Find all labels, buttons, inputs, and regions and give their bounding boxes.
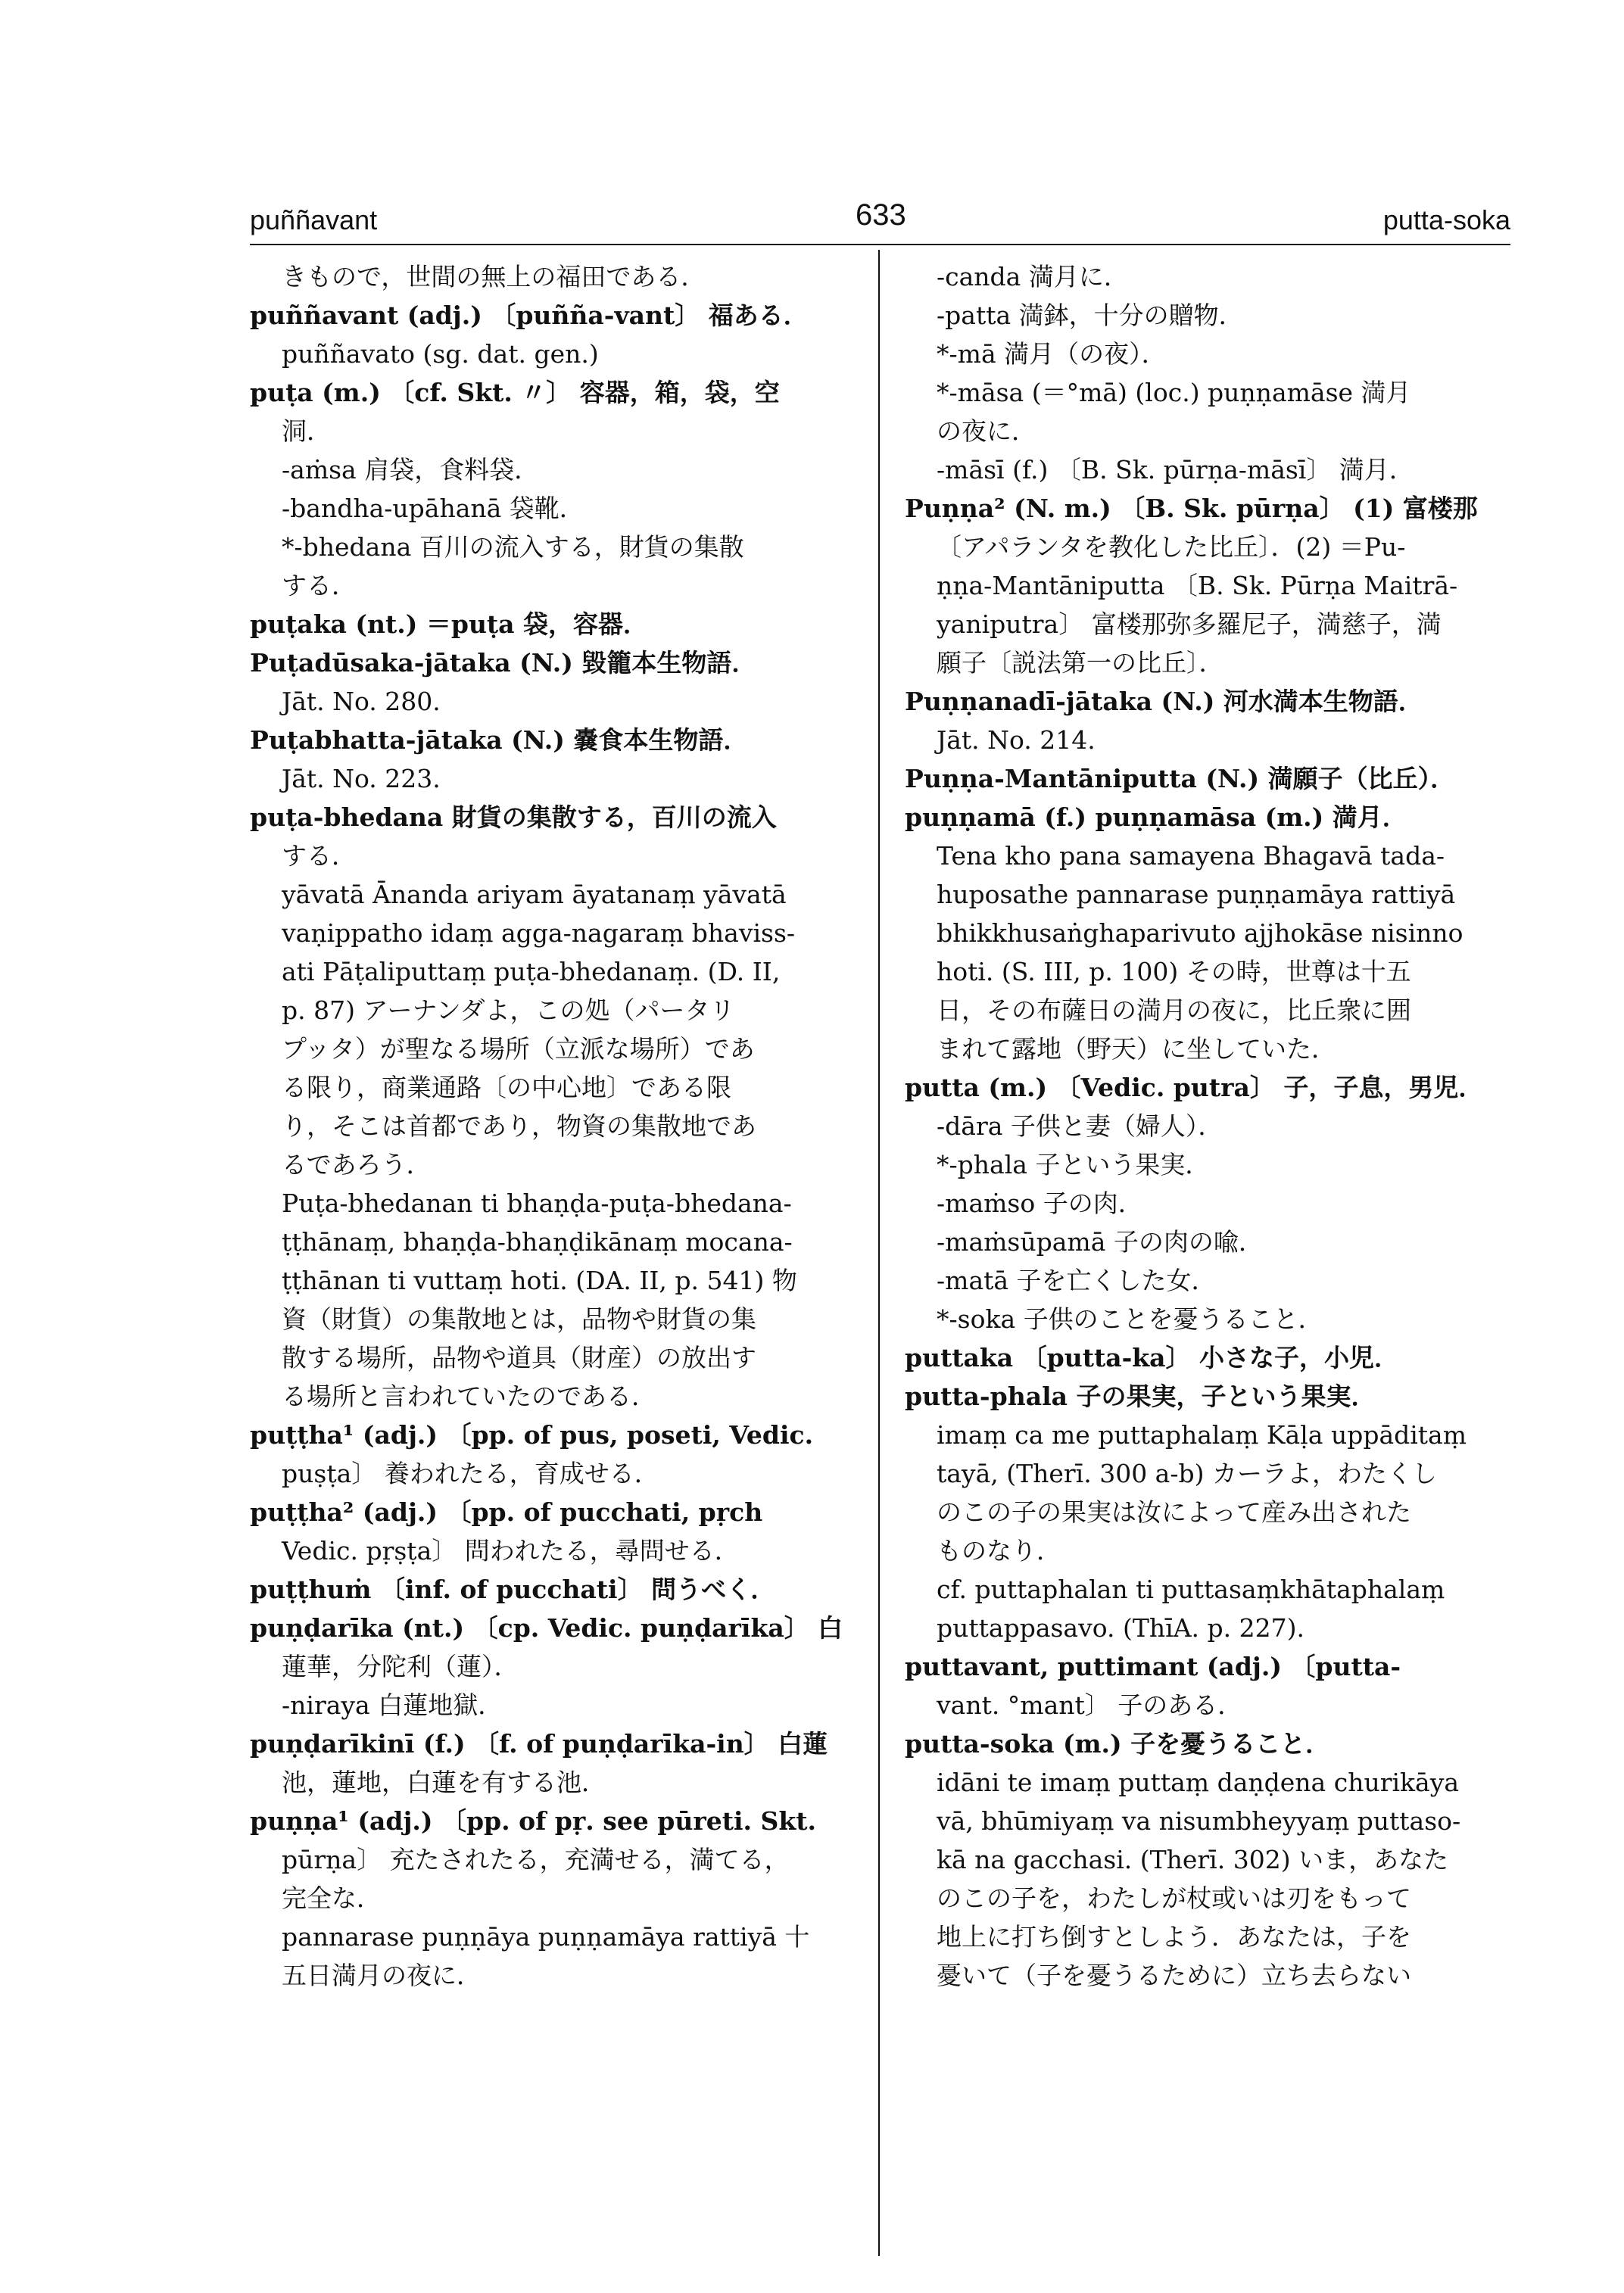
entry-text-line: Vedic. pṛṣṭa〕 問われたる，尋問せる． <box>282 1536 740 1566</box>
entry-headword-line: puṭṭha² (adj.) 〔pp. of pucchati, pṛch <box>250 1497 763 1527</box>
entry-text-line: -matā 子を亡くした女． <box>937 1266 1217 1295</box>
entry-text-line: ṭṭhānan ti vuttaṃ hoti. (DA. II, p. 541) 物 <box>282 1266 797 1295</box>
entry-text-line: 池，蓮地，白蓮を有する池． <box>282 1768 606 1797</box>
entry-text-line: 蓮華，分陀利（蓮）． <box>282 1652 519 1681</box>
column-divider <box>878 250 880 2256</box>
entry-headword-line: puṇṇamā (f.) puṇṇamāsa (m.) 満月． <box>905 802 1407 832</box>
entry-text-line: 地上に打ち倒すとしよう．あなたは，子を <box>937 1922 1411 1952</box>
entry-text-line: tayā, (Therī. 300 a-b) カーラよ，わたくし <box>937 1459 1437 1488</box>
entry-text-line: pūrṇa〕 充たされたる，充満せる，満てる， <box>282 1845 790 1874</box>
entry-text-line: 洞． <box>282 416 332 446</box>
entry-text-line: まれて露地（野天）に坐していた． <box>937 1034 1336 1064</box>
left-column <box>250 257 856 1995</box>
entry-headword-line: puttavant, puttimant (adj.) 〔putta- <box>905 1652 1401 1681</box>
entry-text-line: *-bhedana 百川の流入する，財貨の集散 <box>282 532 744 562</box>
entry-headword-line: Puṭabhatta-jātaka (N.) 嚢食本生物語． <box>250 725 749 755</box>
entry-text-line: Puṭa-bhedanan ti bhaṇḍa-puṭa-bhedana- <box>282 1189 792 1218</box>
entry-text-line: きもので，世間の無上の福田である． <box>282 262 706 291</box>
entry-text-line: ati Pāṭaliputtaṃ puṭa-bhedanaṃ. (D. II, <box>282 957 781 986</box>
entry-text-line: 資（財貨）の集散地とは，品物や財貨の集 <box>282 1304 756 1334</box>
entry-text-line: yāvatā Ānanda ariyam āyatanaṃ yāvatā <box>282 880 787 909</box>
entry-text-line: 憂いて（子を憂うるために）立ち去らない <box>937 1961 1411 1990</box>
entry-headword-line: putta (m.) 〔Vedic. putra〕 子，子息，男児． <box>905 1073 1484 1102</box>
entry-text-line: *-phala 子という果実． <box>937 1150 1211 1179</box>
entry-text-line: -maṁsūpamā 子の肉の喩． <box>937 1227 1264 1257</box>
entry-headword-line: puṭa (m.) 〔cf. Skt. 〃〕 容器，箱，袋，空 <box>250 378 780 407</box>
entry-headword-line: puṭaka (nt.) ＝puṭa 袋，容器． <box>250 609 649 639</box>
entry-text-line: puttappasavo. (ThīA. p. 227). <box>937 1613 1304 1643</box>
entry-text-line: vant. °mant〕 子のある． <box>937 1690 1243 1720</box>
entry-headword-line: Puṇṇanadī-jātaka (N.) 河水満本生物語． <box>905 687 1423 716</box>
entry-text-line: るであろう． <box>282 1150 432 1179</box>
page-header <box>250 198 1510 244</box>
entry-text-line: cf. puttaphalan ti puttasaṃkhātaphalaṃ <box>937 1575 1445 1604</box>
entry-text-line: -māsī (f.) 〔B. Sk. pūrṇa-māsī〕 満月． <box>937 455 1414 484</box>
entry-text-line: puṣṭa〕 養われたる，育成せる． <box>282 1459 659 1488</box>
entry-text-line: *-mā 満月（の夜）． <box>937 339 1167 369</box>
entry-text-line: Jāt. No. 214. <box>937 725 1096 755</box>
entry-text-line: り，そこは首都であり，物資の集散地であ <box>282 1111 756 1141</box>
entry-text-line: ṇṇa-Mantāniputta 〔B. Sk. Pūrṇa Maitrā- <box>937 571 1458 600</box>
entry-text-line: Jāt. No. 223. <box>282 764 441 793</box>
entry-text-line: imaṃ ca me puttaphalaṃ Kāḷa uppāditaṃ <box>937 1420 1467 1450</box>
entry-text-line: 願子〔説法第一の比丘〕． <box>937 648 1224 678</box>
entry-text-line: vaṇippatho idaṃ agga-nagaraṃ bhaviss- <box>282 918 796 948</box>
entry-headword-line: puṭṭhuṁ 〔inf. of pucchati〕 問うべく． <box>250 1575 776 1604</box>
right-column <box>905 257 1510 1995</box>
entry-text-line: -patta 満鉢，十分の贈物． <box>937 301 1244 330</box>
entry-text-line: yaniputra〕 富楼那弥多羅尼子，満慈子，満 <box>937 609 1442 639</box>
entry-text-line: -maṁso 子の肉． <box>937 1189 1143 1218</box>
entry-text-line: kā na gacchasi. (Therī. 302) いま，あなた <box>937 1845 1449 1874</box>
entry-text-line: 日，その布薩日の満月の夜に，比丘衆に囲 <box>937 995 1411 1025</box>
entry-text-line: -dāra 子供と妻（婦人）． <box>937 1111 1223 1141</box>
entry-text-line: プッタ）が聖なる場所（立派な場所）であ <box>282 1034 755 1064</box>
entry-text-line: 完全な． <box>282 1883 382 1913</box>
entry-text-line: ṭṭhānaṃ, bhaṇḍa-bhaṇḍikānaṃ mocana- <box>282 1227 793 1257</box>
entry-text-line: 五日満月の夜に． <box>282 1961 482 1990</box>
entry-text-line: -niraya 白蓮地獄． <box>282 1690 503 1720</box>
entry-text-line: puññavato (sg. dat. gen.) <box>282 339 599 369</box>
entry-text-line: -aṁsa 肩袋，食料袋． <box>282 455 540 484</box>
entry-headword-line: puññavant (adj.) 〔puñña-vant〕 福ある． <box>250 301 809 330</box>
entry-text-line: のこの子を，わたしが杖或いは刃をもって <box>937 1883 1411 1913</box>
entry-text-line: の夜に． <box>937 416 1036 446</box>
entry-text-line: -canda 満月に． <box>937 262 1129 291</box>
entry-headword-line: Puṭadūsaka-jātaka (N.) 毀籠本生物語． <box>250 648 757 678</box>
entry-text-line: 〔アパランタを教化した比丘〕．(2) ＝Pu- <box>937 532 1406 562</box>
entry-headword-line: puṇḍarīkinī (f.) 〔f. of puṇḍarīka-in〕 白蓮 <box>250 1729 828 1759</box>
entry-text-line: る場所と言われていたのである． <box>282 1382 656 1411</box>
entry-headword-line: puttaka 〔putta-ka〕 小さな子，小児． <box>905 1343 1400 1372</box>
entry-text-line: idāni te imaṃ puttaṃ daṇḍena churikāya <box>937 1768 1460 1797</box>
entry-headword-line: puṭṭha¹ (adj.) 〔pp. of pus, poseti, Vedic. <box>250 1420 814 1450</box>
entry-headword-line: puṭa-bhedana 財貨の集散する，百川の流入 <box>250 802 777 832</box>
entry-text-line: *-soka 子供のことを憂うること． <box>937 1304 1323 1334</box>
header-rule <box>250 244 1510 245</box>
header-right-guideword: putta-soka <box>1382 204 1510 235</box>
entry-headword-line: putta-phala 子の果実，子という果実． <box>905 1382 1376 1411</box>
entry-text-line: のこの子の果実は汝によって産み出された <box>937 1497 1411 1527</box>
entry-text-line: hoti. (S. III, p. 100) その時，世尊は十五 <box>937 957 1411 986</box>
entry-text-line: vā, bhūmiyaṃ va nisumbheyyaṃ puttaso- <box>937 1806 1461 1836</box>
entry-text-line: bhikkhusaṅghaparivuto ajjhokāse nisinno <box>937 918 1463 948</box>
entry-text-line: huposathe pannarase puṇṇamāya rattiyā <box>937 880 1456 909</box>
entry-text-line: Tena kho pana samayena Bhagavā tada- <box>937 841 1445 871</box>
entry-text-line: Jāt. No. 280. <box>282 687 441 716</box>
entry-text-line: ものなり． <box>937 1536 1061 1566</box>
entry-headword-line: puṇḍarīka (nt.) 〔cp. Vedic. puṇḍarīka〕 白 <box>250 1613 843 1643</box>
header-left-guideword: puññavant <box>250 204 378 235</box>
entry-text-line: する． <box>282 841 357 871</box>
entry-text-line: p. 87) アーナンダよ，この処（パータリ <box>282 995 735 1025</box>
entry-text-line: る限り，商業通路〔の中心地〕である限 <box>282 1073 731 1102</box>
entry-text-line: 散する場所，品物や道具（財産）の放出す <box>282 1343 756 1372</box>
entry-headword-line: Puṇṇa² (N. m.) 〔B. Sk. pūrṇa〕 (1) 富楼那 <box>905 494 1478 523</box>
entry-text-line: *-māsa (＝°mā) (loc.) puṇṇamāse 満月 <box>937 378 1411 407</box>
page-number: 633 <box>856 198 906 232</box>
entry-headword-line: puṇṇa¹ (adj.) 〔pp. of pṛ. see pūreti. Skt. <box>250 1806 816 1836</box>
entry-text-line: -bandha-upāhanā 袋靴． <box>282 494 584 523</box>
entry-headword-line: putta-soka (m.) 子を憂うること． <box>905 1729 1331 1759</box>
entry-text-line: pannarase puṇṇāya puṇṇamāya rattiyā 十 <box>282 1922 810 1952</box>
entry-headword-line: Puṇṇa-Mantāniputta (N.) 満願子（比丘）． <box>905 764 1456 793</box>
entry-text-line: する． <box>282 571 357 600</box>
